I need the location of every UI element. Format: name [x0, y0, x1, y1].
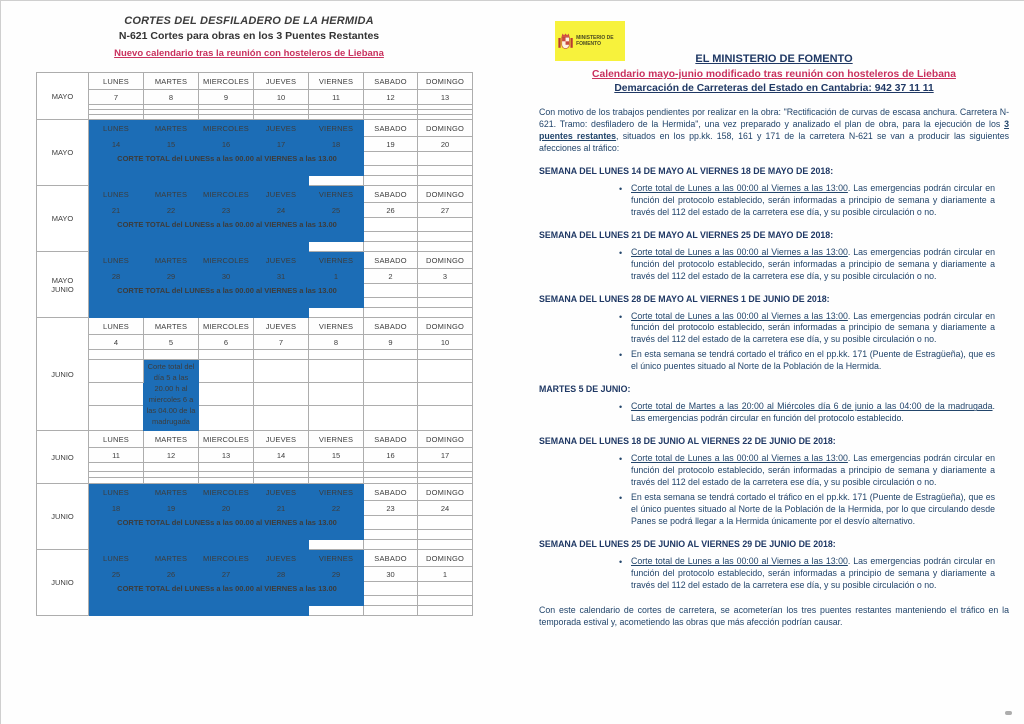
intro-paragraph [539, 107, 1009, 155]
bullet-item [617, 401, 995, 425]
empty-cell [254, 360, 309, 383]
date-cell: 16 [199, 137, 254, 152]
day-header-cell: DOMINGO [418, 318, 473, 335]
empty-cell [254, 406, 309, 431]
empty-cell [364, 582, 418, 596]
week-block [37, 120, 473, 186]
day-header-cell: JUEVES [254, 252, 309, 269]
bullet-item [617, 349, 995, 373]
month-cell: JUNIO [37, 431, 89, 484]
date-cell: 29 [309, 567, 364, 582]
date-cell: 12 [144, 448, 199, 463]
date-cell: 17 [254, 137, 309, 152]
scan-artifact [1005, 711, 1012, 715]
date-cell: 26 [364, 203, 418, 218]
intro-text-post: , situados en los pp.kk. 158, 161 y 171 de la carretera N-621 se van a producir las siguientes afecciones al tráfico: [539, 130, 1009, 153]
day-header-cell: DOMINGO [418, 431, 473, 448]
day-header-cell: LUNES [89, 252, 144, 269]
empty-cell [144, 463, 199, 472]
date-cell: 19 [144, 501, 199, 516]
date-cell: 31 [254, 269, 309, 284]
empty-cell [254, 463, 309, 472]
date-cell: 25 [89, 567, 144, 582]
date-cell: 13 [199, 448, 254, 463]
day-header-cell: MIERCOLES [199, 484, 254, 501]
day-header-cell: MARTES [144, 550, 199, 567]
month-cell: JUNIO [37, 318, 89, 431]
empty-cell [418, 596, 473, 606]
empty-cell [418, 606, 473, 616]
corte-total-cell: CORTE TOTAL del LUNESs a las 00.00 al VIERNES a las 13.00 [89, 152, 364, 166]
day-header-cell: MARTES [144, 120, 199, 137]
empty-cell [309, 606, 364, 616]
day-header-cell: SABADO [364, 73, 418, 90]
blue-fill-cell [89, 596, 364, 606]
day-header-cell: DOMINGO [418, 120, 473, 137]
empty-cell [418, 350, 473, 360]
day-header-cell: VIERNES [309, 318, 364, 335]
day-header-cell: VIERNES [309, 120, 364, 137]
empty-cell [364, 406, 418, 431]
date-cell: 18 [309, 137, 364, 152]
day-header-cell: LUNES [89, 484, 144, 501]
date-cell: 9 [199, 90, 254, 105]
date-cell: 23 [364, 501, 418, 516]
bullet-item [617, 247, 995, 283]
empty-cell [418, 463, 473, 472]
day-header-cell: MARTES [144, 186, 199, 203]
empty-cell [89, 463, 144, 472]
day-header-cell: MIERCOLES [199, 252, 254, 269]
date-cell: 12 [364, 90, 418, 105]
date-cell: 5 [144, 335, 199, 350]
empty-cell [309, 360, 364, 383]
empty-cell [309, 406, 364, 431]
week-block [37, 484, 473, 550]
date-cell: 7 [254, 335, 309, 350]
blue-fill-cell [89, 530, 364, 540]
day-header-cell: JUEVES [254, 73, 309, 90]
day-header-cell: SABADO [364, 318, 418, 335]
day-header-cell: VIERNES [309, 550, 364, 567]
date-cell: 25 [309, 203, 364, 218]
date-cell: 28 [254, 567, 309, 582]
empty-cell [364, 284, 418, 298]
empty-cell [364, 606, 418, 616]
bullet-item [617, 183, 995, 219]
day-header-cell: MARTES [144, 252, 199, 269]
day-header-cell: DOMINGO [418, 186, 473, 203]
section-heading: SEMANA DEL LUNES 14 DE MAYO AL VIERNES 18 DE MAYO DE 2018: [539, 165, 834, 176]
intro-text-pre: Con motivo de los trabajos pendientes por realizar en la obra: "Rectificación de curvas de escasa anchura. Carretera N-621. Tramo: desfiladero de la Hermida", una vez preparado y analizado el plan de obra, para la ejecución de los [539, 107, 1009, 129]
date-cell: 16 [364, 448, 418, 463]
day-header-cell: MARTES [144, 484, 199, 501]
date-cell: 18 [89, 501, 144, 516]
bullet-item [617, 492, 995, 528]
empty-cell [309, 176, 364, 186]
bullet-underlined-lead: Corte total de Martes a las 20:00 al Miércoles día 6 de junio a las 04:00 de la madrugada [631, 401, 993, 412]
bullet-item [617, 556, 995, 592]
date-cell: 24 [254, 203, 309, 218]
empty-cell [364, 360, 418, 383]
corte-total-cell: CORTE TOTAL del LUNESs a las 00.00 al VIERNES a las 13.00 [89, 218, 364, 232]
date-cell: 2 [364, 269, 418, 284]
day-header-cell: SABADO [364, 252, 418, 269]
calendar-title: CORTES DEL DESFILADERO DE LA HERMIDA [124, 15, 374, 27]
bullet-underlined-lead: Corte total de Lunes a las 00:00 al Viernes a las 13:00 [631, 246, 848, 257]
week-block [37, 431, 473, 484]
section-heading: SEMANA DEL LUNES 28 DE MAYO AL VIERNES 1 DE JUNIO DE 2018: [539, 293, 830, 304]
empty-cell [418, 582, 473, 596]
empty-cell [364, 298, 418, 308]
blue-fill-cell [89, 176, 309, 186]
empty-cell [418, 232, 473, 242]
bullet-text: . Las emergencias podrán circular en función del protocolo establecido. [631, 401, 995, 424]
date-cell: 1 [309, 269, 364, 284]
bullet-text: En esta semana se tendrá cortado el tráfico en el pp.kk. 171 (Puente de Estragüeña), que es el único puentes situado al Norte de la Población de la Hermida. [631, 349, 995, 372]
june5-corte-cell: Corte total del día 5 a las 20.00 h al miercoles 6 a las 04.00 de la madrugada [144, 360, 199, 431]
closing-paragraph: Con este calendario de cortes de carretera, se acometerían los tres puentes restantes manteniendo el tráfico en la temporada estival y, acometiendo las obras que más afección podrían causar. [539, 604, 1009, 627]
empty-cell [89, 350, 144, 360]
empty-cell [254, 383, 309, 406]
date-cell: 27 [199, 567, 254, 582]
section-heading: SEMANA DEL LUNES 18 DE JUNIO AL VIERNES 22 DE JUNIO DE 2018: [539, 436, 836, 447]
notice-panel [539, 17, 1009, 629]
date-cell: 22 [309, 501, 364, 516]
empty-cell [418, 516, 473, 530]
empty-cell [418, 383, 473, 406]
empty-cell [418, 540, 473, 550]
day-header-cell: VIERNES [309, 484, 364, 501]
empty-cell [364, 242, 418, 252]
day-header-cell: MIERCOLES [199, 431, 254, 448]
day-header-cell: MIERCOLES [199, 550, 254, 567]
month-cell: MAYO [37, 120, 89, 186]
empty-cell [418, 284, 473, 298]
empty-cell [364, 218, 418, 232]
week-block [37, 318, 473, 431]
bullet-text: En esta semana se tendrá cortado el tráfico en el pp.kk. 171 (Puente de Estragüeña), que es el único puentes situado al Norte de la Población de la Hermida, por lo que circulando desde Panes se podrá llegar a la Hermida únicamente por el desvío alternativo. [631, 492, 995, 526]
day-header-cell: MIERCOLES [199, 120, 254, 137]
section-heading: SEMANA DEL LUNES 25 DE JUNIO AL VIERNES 29 DE JUNIO DE 2018: [539, 538, 836, 549]
empty-cell [89, 360, 144, 383]
empty-cell [364, 166, 418, 176]
blue-fill-cell [89, 298, 364, 308]
day-header-cell: LUNES [89, 73, 144, 90]
calendar-subtitle: N-621 Cortes para obras en los 3 Puentes Restantes [118, 30, 380, 42]
empty-cell [364, 516, 418, 530]
date-cell: 15 [309, 448, 364, 463]
date-cell: 21 [254, 501, 309, 516]
notice-heading: EL MINISTERIO DE FOMENTO [695, 53, 853, 65]
day-header-cell: LUNES [89, 550, 144, 567]
empty-cell [309, 350, 364, 360]
calendar-panel [23, 15, 475, 616]
corte-total-cell: CORTE TOTAL del LUNESs a las 00.00 al VIERNES a las 13.00 [89, 582, 364, 596]
empty-cell [309, 308, 364, 318]
day-header-cell: MARTES [144, 318, 199, 335]
day-header-cell: JUEVES [254, 431, 309, 448]
empty-cell [418, 360, 473, 383]
blue-fill-cell [89, 308, 309, 318]
day-header-cell: MARTES [144, 73, 199, 90]
date-cell: 23 [199, 203, 254, 218]
empty-cell [418, 166, 473, 176]
day-header-cell: DOMINGO [418, 252, 473, 269]
date-cell: 20 [199, 501, 254, 516]
month-cell: MAYO [37, 186, 89, 252]
notice-contact-line: Demarcación de Carreteras del Estado en Cantabria: 942 37 11 11 [614, 83, 934, 94]
date-cell: 11 [309, 90, 364, 105]
section-heading: MARTES 5 DE JUNIO: [539, 384, 631, 395]
day-header-cell: JUEVES [254, 318, 309, 335]
empty-cell [89, 406, 144, 431]
date-cell: 14 [89, 137, 144, 152]
bullet-text: . Las emergencias podrán circular en función del protocolo establecido, serán informadas a principio de semana y diariamente a través del 112 del estado de la carretera ese día, y su posible circulación o no. [631, 453, 995, 488]
day-header-cell: LUNES [89, 186, 144, 203]
month-cell: JUNIO [37, 550, 89, 616]
empty-cell [199, 383, 254, 406]
day-header-cell: DOMINGO [418, 73, 473, 90]
day-header-cell: MIERCOLES [199, 318, 254, 335]
day-header-cell: DOMINGO [418, 484, 473, 501]
day-header-cell: VIERNES [309, 252, 364, 269]
day-header-cell: JUEVES [254, 186, 309, 203]
empty-cell [418, 176, 473, 186]
day-header-cell: MIERCOLES [199, 73, 254, 90]
empty-cell [309, 540, 364, 550]
empty-cell [309, 383, 364, 406]
date-cell: 11 [89, 448, 144, 463]
date-cell: 8 [144, 90, 199, 105]
week-block [37, 550, 473, 616]
day-header-cell: JUEVES [254, 550, 309, 567]
blue-fill-cell [89, 540, 309, 550]
ministerio-logo-label: MINISTERIO DE FOMENTO [576, 34, 614, 47]
bullet-text: . Las emergencias podrán circular en función del protocolo establecido, serán informadas a principio de semana y diariamente a través del 112 del estado de la carretera ese día, y su posible circulación o no. [631, 310, 995, 345]
bullet-text: . Las emergencias podrán circular en función del protocolo establecido, serán informadas a principio de semana y diariamente a través del 112 del estado de la carretera ese día, y su posible circulación o no. [631, 555, 995, 590]
bullet-text: . Las emergencias podrán circular en función del protocolo establecido, serán informadas a principio de semana y diariamente a través del 112 del estado de la carretera ese día, y su posible circulación o no. [631, 246, 995, 281]
date-cell: 27 [418, 203, 473, 218]
empty-cell [364, 350, 418, 360]
empty-cell [418, 152, 473, 166]
blue-fill-cell [89, 232, 364, 242]
empty-cell [418, 308, 473, 318]
blue-fill-cell [89, 606, 309, 616]
empty-cell [418, 218, 473, 232]
day-header-cell: MIERCOLES [199, 186, 254, 203]
empty-cell [364, 232, 418, 242]
date-cell: 14 [254, 448, 309, 463]
date-cell: 13 [418, 90, 473, 105]
bullet-item [617, 453, 995, 489]
empty-cell [364, 308, 418, 318]
blue-fill-cell [89, 242, 309, 252]
day-header-cell: LUNES [89, 431, 144, 448]
date-cell: 30 [199, 269, 254, 284]
day-header-cell: SABADO [364, 550, 418, 567]
day-header-cell: JUEVES [254, 484, 309, 501]
month-cell: JUNIO [37, 484, 89, 550]
week-block [37, 252, 473, 318]
bullet-underlined-lead: Corte total de Lunes a las 00:00 al Viernes a las 13:00 [631, 453, 848, 464]
empty-cell [364, 530, 418, 540]
day-header-cell: DOMINGO [418, 550, 473, 567]
empty-cell [364, 383, 418, 406]
notice-subheading-red: Calendario mayo-junio modificado tras reunión con hosteleros de Liebana [592, 69, 956, 80]
day-header-cell: SABADO [364, 120, 418, 137]
empty-cell [89, 383, 144, 406]
empty-cell [199, 406, 254, 431]
date-cell: 21 [89, 203, 144, 218]
date-cell: 26 [144, 567, 199, 582]
day-header-cell: VIERNES [309, 73, 364, 90]
day-header-cell: MARTES [144, 431, 199, 448]
intro-text-bold: 3 puentes restantes [539, 118, 1009, 141]
empty-cell [364, 540, 418, 550]
empty-cell [364, 152, 418, 166]
corte-total-cell: CORTE TOTAL del LUNESs a las 00.00 al VIERNES a las 13.00 [89, 284, 364, 298]
blue-fill-cell [89, 166, 364, 176]
spain-coat-of-arms-icon [558, 27, 573, 55]
corte-total-cell: CORTE TOTAL del LUNESs a las 00.00 al VIERNES a las 13.00 [89, 516, 364, 530]
date-cell: 19 [364, 137, 418, 152]
empty-cell [309, 242, 364, 252]
date-cell: 7 [89, 90, 144, 105]
calendar-red-note: Nuevo calendario tras la reunión con hosteleros de Liebana [114, 48, 384, 59]
day-header-cell: LUNES [89, 318, 144, 335]
bullet-item [617, 311, 995, 347]
day-header-cell: VIERNES [309, 186, 364, 203]
date-cell: 10 [254, 90, 309, 105]
empty-cell [418, 242, 473, 252]
empty-cell [199, 350, 254, 360]
ministerio-logo [555, 21, 625, 61]
date-cell: 17 [418, 448, 473, 463]
empty-cell [364, 176, 418, 186]
date-cell: 6 [199, 335, 254, 350]
date-cell: 28 [89, 269, 144, 284]
empty-cell [144, 350, 199, 360]
date-cell: 20 [418, 137, 473, 152]
empty-cell [418, 530, 473, 540]
date-cell: 9 [364, 335, 418, 350]
closure-calendar-table [36, 72, 473, 616]
section-heading: SEMANA DEL LUNES 21 DE MAYO AL VIERNES 25 DE MAYO DE 2018: [539, 229, 834, 240]
date-cell: 29 [144, 269, 199, 284]
date-cell: 22 [144, 203, 199, 218]
week-block [37, 186, 473, 252]
date-cell: 4 [89, 335, 144, 350]
bullet-underlined-lead: Corte total de Lunes a las 00:00 al Viernes a las 13:00 [631, 182, 848, 193]
date-cell: 24 [418, 501, 473, 516]
bullet-underlined-lead: Corte total de Lunes a las 00:00 al Viernes a las 13:00 [631, 310, 848, 321]
closure-sections [539, 166, 1009, 592]
month-cell: MAYO [37, 73, 89, 120]
empty-cell [364, 596, 418, 606]
day-header-cell: SABADO [364, 431, 418, 448]
date-cell: 8 [309, 335, 364, 350]
bullet-underlined-lead: Corte total de Lunes a las 00:00 al Viernes a las 13:00 [631, 555, 848, 566]
month-cell: MAYO JUNIO [37, 252, 89, 318]
bullet-text: . Las emergencias podrán circular en función del protocolo establecido, serán informadas a principio de semana y diariamente a través del 112 del estado de la carretera ese día, y su posible circulación o no. [631, 182, 995, 217]
date-cell: 1 [418, 567, 473, 582]
empty-cell [309, 463, 364, 472]
day-header-cell: LUNES [89, 120, 144, 137]
date-cell: 10 [418, 335, 473, 350]
week-block [37, 73, 473, 120]
date-cell: 15 [144, 137, 199, 152]
day-header-cell: SABADO [364, 484, 418, 501]
day-header-cell: JUEVES [254, 120, 309, 137]
empty-cell [199, 463, 254, 472]
date-cell: 30 [364, 567, 418, 582]
empty-cell [364, 463, 418, 472]
day-header-cell: SABADO [364, 186, 418, 203]
date-cell: 3 [418, 269, 473, 284]
empty-cell [199, 360, 254, 383]
empty-cell [418, 298, 473, 308]
day-header-cell: VIERNES [309, 431, 364, 448]
empty-cell [254, 350, 309, 360]
empty-cell [418, 406, 473, 431]
